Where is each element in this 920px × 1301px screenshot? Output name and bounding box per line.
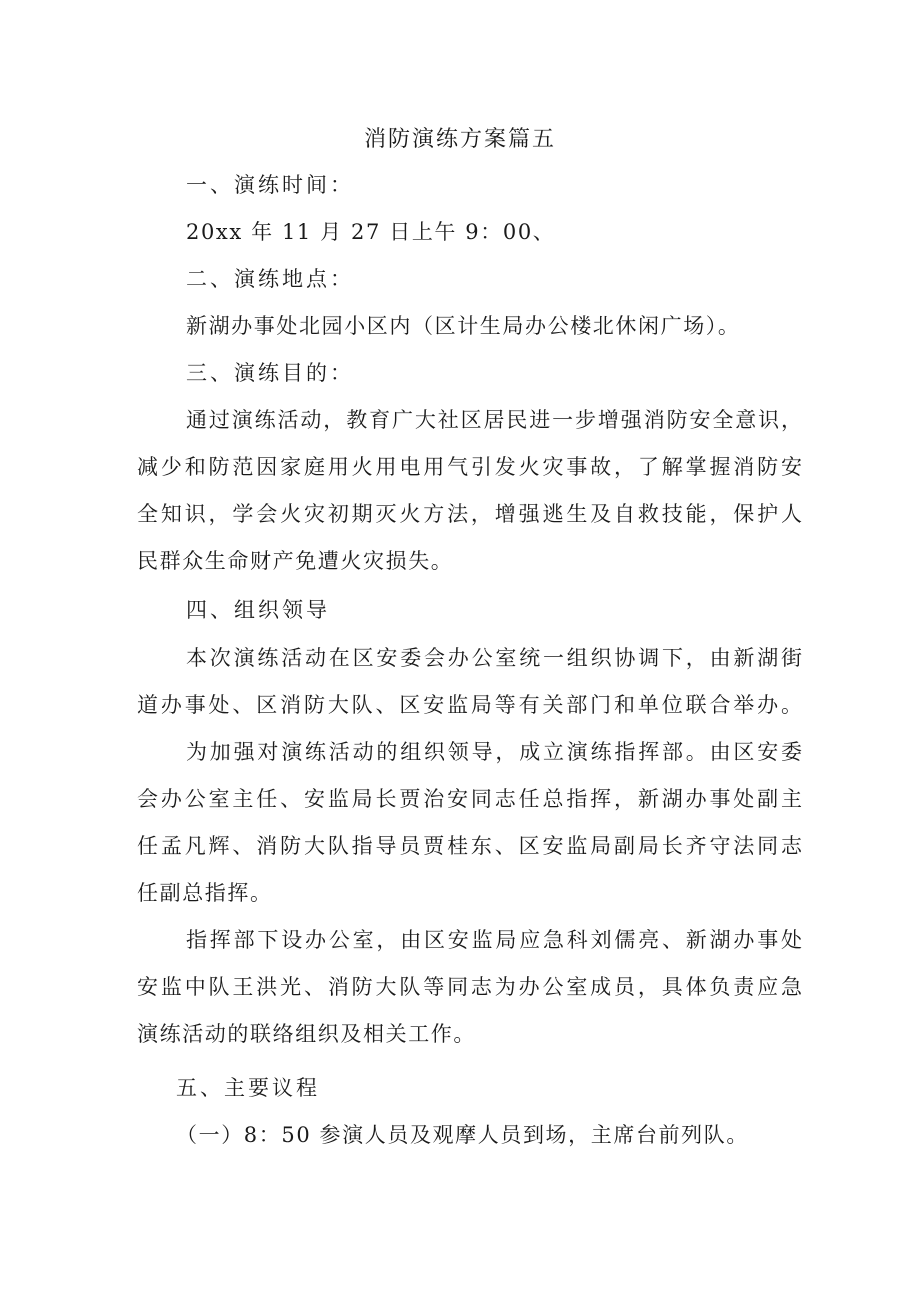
paragraph-line: 20xx 年 11 月 27 日上午 9：00、 bbox=[186, 220, 556, 244]
agenda-item: （一）8：50 参演人员及观摩人员到场，主席台前列队。 bbox=[176, 1123, 749, 1147]
section-heading-agenda: 五、主要议程 bbox=[176, 1076, 320, 1100]
paragraph-line: 道办事处、区消防大队、区安监局等有关部门和单位联合举办。 bbox=[137, 693, 802, 717]
document-title: 消防演练方案篇五 bbox=[363, 127, 556, 152]
section-heading-organization: 四、组织领导 bbox=[186, 598, 330, 622]
section-heading-location: 二、演练地点： bbox=[186, 267, 354, 291]
paragraph-line: 安监中队王洪光、消防大队等同志为办公室成员，具体负责应急 bbox=[137, 975, 802, 999]
paragraph-line: 为加强对演练活动的组织领导，成立演练指挥部。由区安委 bbox=[186, 740, 802, 764]
paragraph-line: 会办公室主任、安监局长贾治安同志任总指挥，新湖办事处副主 bbox=[137, 787, 802, 811]
paragraph-line: 新湖办事处北园小区内（区计生局办公楼北休闲广场）。 bbox=[186, 314, 741, 338]
paragraph-line: 减少和防范因家庭用火用电用气引发火灾事故，了解掌握消防安 bbox=[137, 455, 802, 479]
paragraph-line: 演练活动的联络组织及相关工作。 bbox=[137, 1022, 476, 1046]
paragraph-line: 全知识，学会火灾初期灭火方法，增强逃生及自救技能，保护人 bbox=[137, 502, 802, 526]
section-heading-purpose: 三、演练目的： bbox=[186, 361, 354, 385]
paragraph-line: 任副总指挥。 bbox=[137, 881, 273, 905]
paragraph-line: 民群众生命财产免遭火灾损失。 bbox=[137, 549, 454, 573]
paragraph-line: 指挥部下设办公室，由区安监局应急科刘儒亮、新湖办事处 bbox=[186, 928, 802, 952]
paragraph-line: 本次演练活动在区安委会办公室统一组织协调下，由新湖街 bbox=[186, 646, 802, 670]
paragraph-line: 任孟凡辉、消防大队指导员贾桂东、区安监局副局长齐守法同志 bbox=[137, 834, 802, 858]
paragraph-line: 通过演练活动，教育广大社区居民进一步增强消防安全意识， bbox=[186, 408, 802, 432]
section-heading-time: 一、演练时间： bbox=[186, 173, 354, 197]
